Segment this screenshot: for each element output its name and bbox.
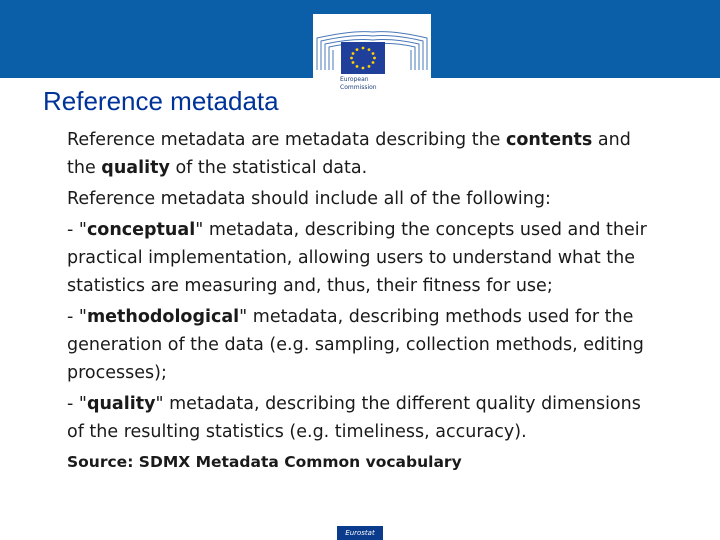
- paragraph-text: of the statistical data.: [169, 158, 368, 178]
- paragraph-text: - ": [67, 220, 87, 240]
- paragraph-text: Reference metadata are metadata describing the: [67, 130, 506, 150]
- paragraph: [67, 390, 657, 446]
- bold-term: quality: [101, 158, 170, 178]
- paragraph-list: [67, 126, 657, 446]
- bold-term: contents: [506, 130, 593, 150]
- page-title: Reference metadata: [43, 86, 279, 116]
- paragraph: [67, 303, 657, 387]
- paragraph-text: - ": [67, 307, 87, 327]
- paragraph-text: - ": [67, 394, 87, 414]
- body-content: [67, 126, 657, 474]
- logo-caption-line1: European: [340, 76, 369, 83]
- paragraph-text: and the: [67, 130, 631, 178]
- source-citation: Source: SDMX Metadata Common vocabulary: [67, 453, 462, 471]
- paragraph-text: " metadata, describing the concepts used and their practical implementation, allowing users to understand what the statistics are measuring and, thus, their fitness for use;: [67, 220, 647, 296]
- paragraph: [67, 126, 657, 182]
- paragraph-text: Reference metadata should include all of the following:: [67, 189, 551, 209]
- paragraph: [67, 185, 657, 213]
- paragraph: [67, 216, 657, 300]
- european-commission-logo: [313, 14, 433, 98]
- bold-term: conceptual: [86, 220, 196, 240]
- paragraph-text: " metadata, describing methods used for the generation of the data (e.g. sampling, collection methods, editing processes);: [67, 307, 644, 383]
- logo-caption-line2: Commission: [340, 84, 377, 91]
- bold-term: methodological: [86, 307, 240, 327]
- eurostat-badge: Eurostat: [337, 526, 383, 540]
- bold-term: quality: [86, 394, 156, 414]
- logo-caption: [340, 76, 377, 92]
- paragraph-text: " metadata, describing the different quality dimensions of the resulting statistics (e.g. timeliness, accuracy).: [67, 394, 641, 442]
